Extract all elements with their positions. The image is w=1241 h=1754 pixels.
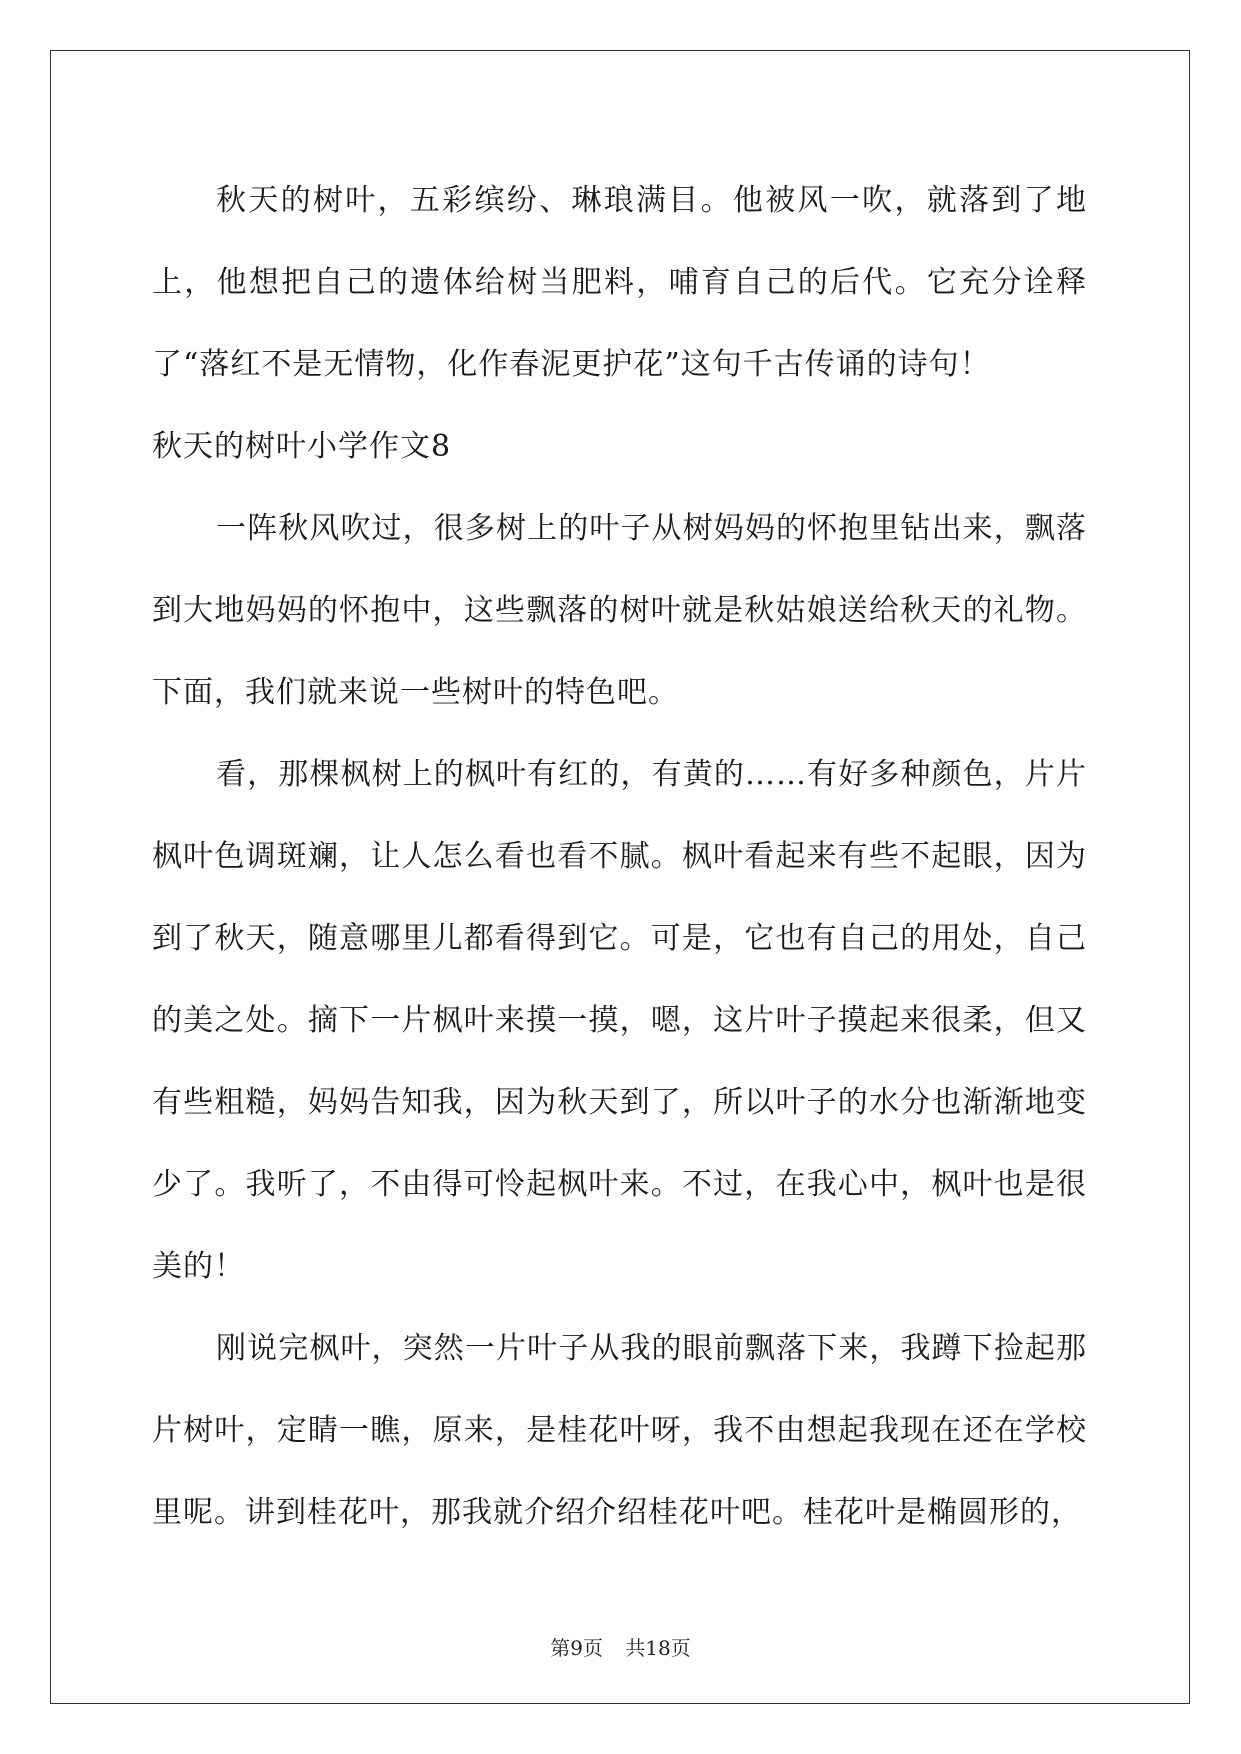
paragraph-autumn-leaves-intro: 秋天的树叶，五彩缤纷、琳琅满目。他被风一吹，就落到了地上，他想把自己的遗体给树当肥料，哺育自己的后代。它充分诠释了“落红不是无情物，化作春泥更护花”这句千古传诵的诗句！ [152,183,1087,382]
paragraph-osmanthus-leaves: 刚说完枫叶，突然一片叶子从我的眼前飘落下来，我蹲下捡起那片树叶，定睛一瞧，原来，是桂花叶呀，我不由想起我现在还在学校里呢。讲到桂花叶，那我就介绍介绍桂花叶吧。桂花叶是椭圆形的， [152,1331,1087,1530]
paragraph-autumn-wind: 一阵秋风吹过，很多树上的叶子从树妈妈的怀抱里钻出来，飘落到大地妈妈的怀抱中，这些飘落的树叶就是秋姑娘送给秋天的礼物。下面，我们就来说一些树叶的特色吧。 [152,511,1087,710]
page-total: 共18页 [625,1636,691,1660]
page-number: 第9页 [550,1636,603,1660]
page-footer [0,1632,1241,1661]
document-body [152,160,1087,1554]
essay-heading: 秋天的树叶小学作文8 [152,429,452,464]
paragraph-maple-leaves: 看，那棵枫树上的枫叶有红的，有黄的……有好多种颜色，片片枫叶色调斑斓，让人怎么看也看不腻。枫叶看起来有些不起眼，因为到了秋天，随意哪里儿都看得到它。可是，它也有自己的用处，自己的美之处。摘下一片枫叶来摸一摸，嗯，这片叶子摸起来很柔，但又有些粗糙，妈妈告知我，因为秋天到了，所以叶子的水分也渐渐地变少了。我听了，不由得可怜起枫叶来。不过，在我心中，枫叶也是很美的！ [152,757,1087,1284]
